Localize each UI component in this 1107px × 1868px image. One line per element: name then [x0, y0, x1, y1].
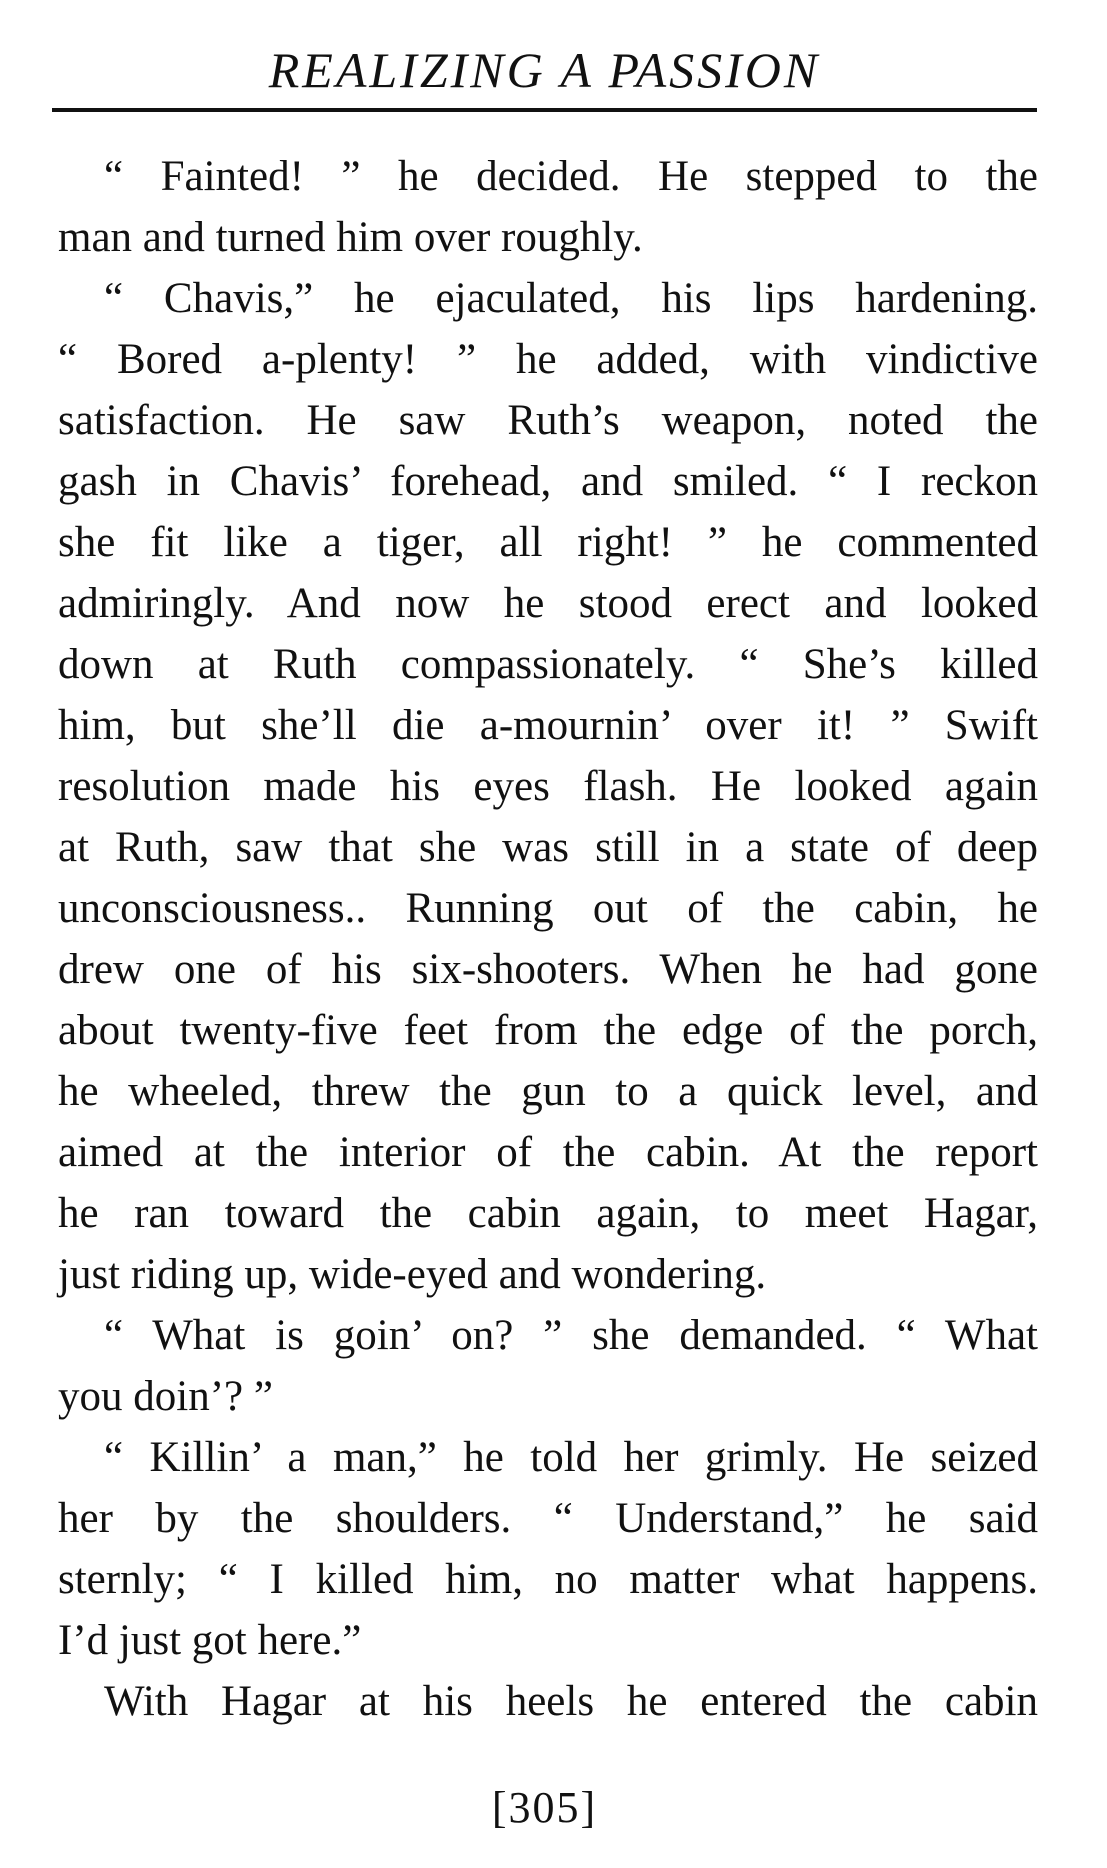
text-line: sternly; “ I killed him, no matter what happens.	[58, 1556, 1038, 1603]
text-line: down at Ruth compassionately. “ She’s killed	[58, 641, 1038, 688]
text-line: you doin’? ”	[58, 1373, 273, 1420]
text-line: “ What is goin’ on? ” she demanded. “ What	[104, 1312, 1038, 1359]
text-line: “ Fainted! ” he decided. He stepped to the	[104, 153, 1038, 200]
text-line: aimed at the interior of the cabin. At the report	[58, 1129, 1038, 1176]
header-rule	[52, 108, 1037, 112]
text-line: “ Killin’ a man,” he told her grimly. He seized	[104, 1434, 1038, 1481]
body-text	[58, 146, 1038, 1732]
text-line: at Ruth, saw that she was still in a state of deep	[58, 824, 1038, 871]
text-line: “ Bored a-plenty! ” he added, with vindictive	[58, 336, 1038, 383]
text-line: man and turned him over roughly.	[58, 214, 643, 261]
text-line: resolution made his eyes flash. He looked again	[58, 763, 1038, 810]
text-line: I’d just got here.”	[58, 1617, 362, 1664]
text-line: With Hagar at his heels he entered the cabin	[104, 1678, 1038, 1725]
text-line: he wheeled, threw the gun to a quick level, and	[58, 1068, 1038, 1115]
page-number: [305]	[491, 1783, 598, 1832]
text-line: he ran toward the cabin again, to meet Hagar,	[58, 1190, 1038, 1237]
text-line: her by the shoulders. “ Understand,” he said	[58, 1495, 1038, 1542]
text-line: admiringly. And now he stood erect and looked	[58, 580, 1038, 627]
text-line: gash in Chavis’ forehead, and smiled. “ I reckon	[58, 458, 1038, 505]
text-line: “ Chavis,” he ejaculated, his lips hardening.	[104, 275, 1038, 322]
text-line: unconsciousness.. Running out of the cabin, he	[58, 885, 1038, 932]
text-line: just riding up, wide-eyed and wondering.	[58, 1251, 767, 1298]
text-line: she fit like a tiger, all right! ” he commented	[58, 519, 1038, 566]
text-line: him, but she’ll die a-mournin’ over it! ” Swift	[58, 702, 1038, 749]
text-line: about twenty-five feet from the edge of the porch,	[58, 1007, 1038, 1054]
text-line: drew one of his six-shooters. When he had gone	[58, 946, 1038, 993]
running-head: REALIZING A PASSION	[268, 42, 821, 98]
text-line: satisfaction. He saw Ruth’s weapon, noted the	[58, 397, 1038, 444]
